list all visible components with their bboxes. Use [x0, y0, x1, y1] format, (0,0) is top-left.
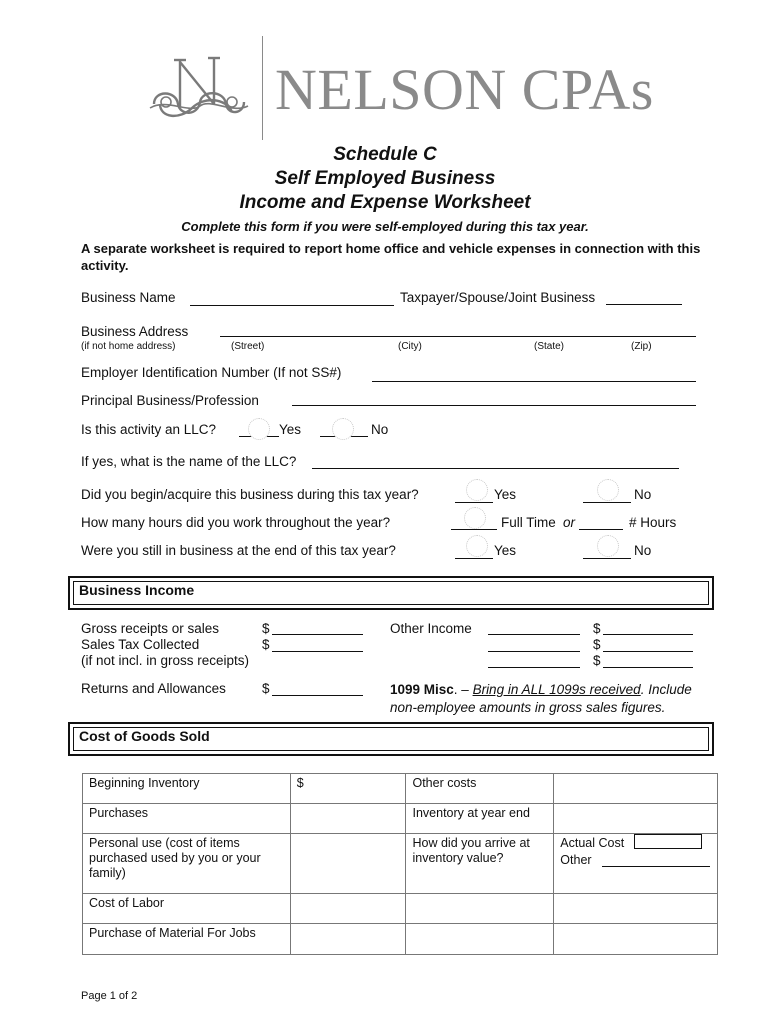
title-line-2: Self Employed Business: [274, 168, 496, 189]
beginning-inventory-label: Beginning Inventory: [83, 774, 291, 804]
note: A separate worksheet is required to report home office and vehicle expenses in connection with this activity.: [81, 241, 701, 273]
gross-receipts-label: Gross receipts or sales: [81, 621, 220, 636]
cogs-header: [68, 722, 714, 756]
logo-divider: [262, 36, 263, 140]
taxpayer-label: Taxpayer/Spouse/Joint Business: [400, 290, 596, 305]
business-income-title: Business Income: [79, 582, 195, 598]
misc-bold: 1099 Misc: [390, 682, 454, 697]
other-dollar-1: $: [593, 621, 601, 636]
still-question: Were you still in business at the end of this tax year?: [81, 543, 396, 558]
still-no-line: [583, 558, 631, 559]
business-name-label: Business Name: [81, 290, 176, 305]
other-dollar-2: $: [593, 637, 601, 652]
full-time-radio[interactable]: [464, 507, 486, 529]
other-dollar-3: $: [593, 653, 601, 668]
or-label: or: [563, 515, 576, 530]
table-row: [83, 804, 718, 834]
full-time-label: Full Time: [501, 515, 556, 530]
title-line-3: Income and Expense Worksheet: [239, 192, 531, 213]
inventory-method-cell: [554, 834, 718, 894]
page-number: Page 1 of 2: [81, 990, 138, 1002]
gross-dollar: $: [262, 621, 270, 636]
personal-use-label: Personal use (cost of items purchased used by you or your family): [83, 834, 291, 894]
gross-receipts-field[interactable]: [272, 634, 363, 635]
other-income-desc-3[interactable]: [488, 667, 580, 668]
hours-label: # Hours: [629, 515, 677, 530]
other-income-amt-2[interactable]: [603, 651, 693, 652]
llc-question: Is this activity an LLC?: [81, 422, 217, 437]
cost-labor-label: Cost of Labor: [83, 894, 291, 924]
other-method-field[interactable]: [602, 866, 710, 867]
hours-question: How many hours did you work throughout the year?: [81, 515, 391, 530]
title-line-1: Schedule C: [333, 144, 437, 165]
subtitle: Complete this form if you were self-employed during this tax year.: [181, 219, 589, 234]
principal-label: Principal Business/Profession: [81, 393, 259, 408]
business-address-label: Business Address: [81, 324, 189, 339]
begin-yes-line: [455, 502, 493, 503]
returns-field[interactable]: [272, 695, 363, 696]
still-yes-radio[interactable]: [466, 535, 488, 557]
misc-dot: . –: [453, 682, 473, 697]
sales-tax-note: (if not incl. in gross receipts): [81, 653, 250, 668]
purchase-material-label: Purchase of Material For Jobs: [83, 924, 291, 955]
principal-field[interactable]: [292, 405, 696, 406]
sales-tax-dollar: $: [262, 637, 270, 652]
taxpayer-field[interactable]: [606, 304, 682, 305]
sales-tax-field[interactable]: [272, 651, 363, 652]
inventory-year-end-field[interactable]: [554, 804, 718, 834]
llc-no-label: No: [371, 422, 389, 437]
table-row: [83, 894, 718, 924]
begin-no-line: [583, 502, 631, 503]
state-caption: (State): [534, 341, 565, 352]
empty-cell[interactable]: [554, 894, 718, 924]
street-caption: (Street): [231, 341, 265, 352]
city-caption: (City): [398, 341, 422, 352]
other-income-desc-1[interactable]: [488, 634, 580, 635]
llc-name-label: If yes, what is the name of the LLC?: [81, 454, 297, 469]
other-income-label: Other Income: [390, 621, 472, 636]
how-arrive-label: How did you arrive at inventory value?: [406, 834, 554, 894]
empty-cell[interactable]: [554, 924, 718, 955]
other-income-amt-3[interactable]: [603, 667, 693, 668]
business-income-header: [68, 576, 714, 610]
other-method-label: Other: [560, 853, 592, 867]
sales-tax-label: Sales Tax Collected: [81, 637, 200, 652]
other-costs-field[interactable]: [554, 774, 718, 804]
begin-yes-label: Yes: [494, 487, 517, 502]
business-name-field[interactable]: [190, 305, 394, 306]
llc-yes-radio[interactable]: [248, 418, 270, 440]
begin-no-label: No: [634, 487, 652, 502]
misc-rest-2: non-employee amounts in gross sales figures.: [390, 700, 666, 715]
empty-cell[interactable]: [406, 894, 554, 924]
begin-no-radio[interactable]: [597, 479, 619, 501]
other-income-desc-2[interactable]: [488, 651, 580, 652]
ein-label: Employer Identification Number (If not SS#): [81, 365, 342, 380]
business-address-field[interactable]: [220, 336, 696, 337]
zip-caption: (Zip): [631, 341, 652, 352]
actual-cost-checkbox[interactable]: [634, 834, 702, 849]
ein-field[interactable]: [372, 381, 696, 382]
cost-labor-field[interactable]: [290, 894, 406, 924]
actual-cost-label: Actual Cost: [560, 836, 625, 850]
begin-yes-radio[interactable]: [466, 479, 488, 501]
llc-no-radio[interactable]: [332, 418, 354, 440]
table-row: [83, 834, 718, 894]
returns-label: Returns and Allowances: [81, 681, 226, 696]
misc-underlined: Bring in ALL 1099s received: [472, 682, 641, 697]
personal-use-field[interactable]: [290, 834, 406, 894]
logo-text: NELSON CPAs: [275, 57, 654, 122]
other-income-amt-1[interactable]: [603, 634, 693, 635]
cogs-table: [82, 773, 718, 955]
misc-rest-1: . Include: [640, 682, 692, 697]
cogs-title: Cost of Goods Sold: [79, 728, 210, 744]
llc-yes-label: Yes: [279, 422, 302, 437]
returns-dollar: $: [262, 681, 270, 696]
still-yes-line: [455, 558, 493, 559]
begin-question: Did you begin/acquire this business during this tax year?: [81, 487, 419, 502]
still-yes-label: Yes: [494, 543, 517, 558]
empty-cell[interactable]: [406, 924, 554, 955]
llc-name-field[interactable]: [312, 468, 679, 469]
still-no-label: No: [634, 543, 652, 558]
full-time-line: [451, 529, 497, 530]
misc-note: [390, 681, 720, 717]
hours-field[interactable]: [579, 529, 623, 530]
still-no-radio[interactable]: [597, 535, 619, 557]
address-note: (if not home address): [81, 341, 176, 352]
purchases-field[interactable]: [290, 804, 406, 834]
inventory-year-end-label: Inventory at year end: [406, 804, 554, 834]
logo-monogram-icon: [146, 52, 252, 132]
other-costs-label: Other costs: [406, 774, 554, 804]
table-row: [83, 924, 718, 955]
purchases-label: Purchases: [83, 804, 291, 834]
purchase-material-field[interactable]: [290, 924, 406, 955]
beginning-inventory-dollar[interactable]: $: [290, 774, 406, 804]
table-row: [83, 774, 718, 804]
